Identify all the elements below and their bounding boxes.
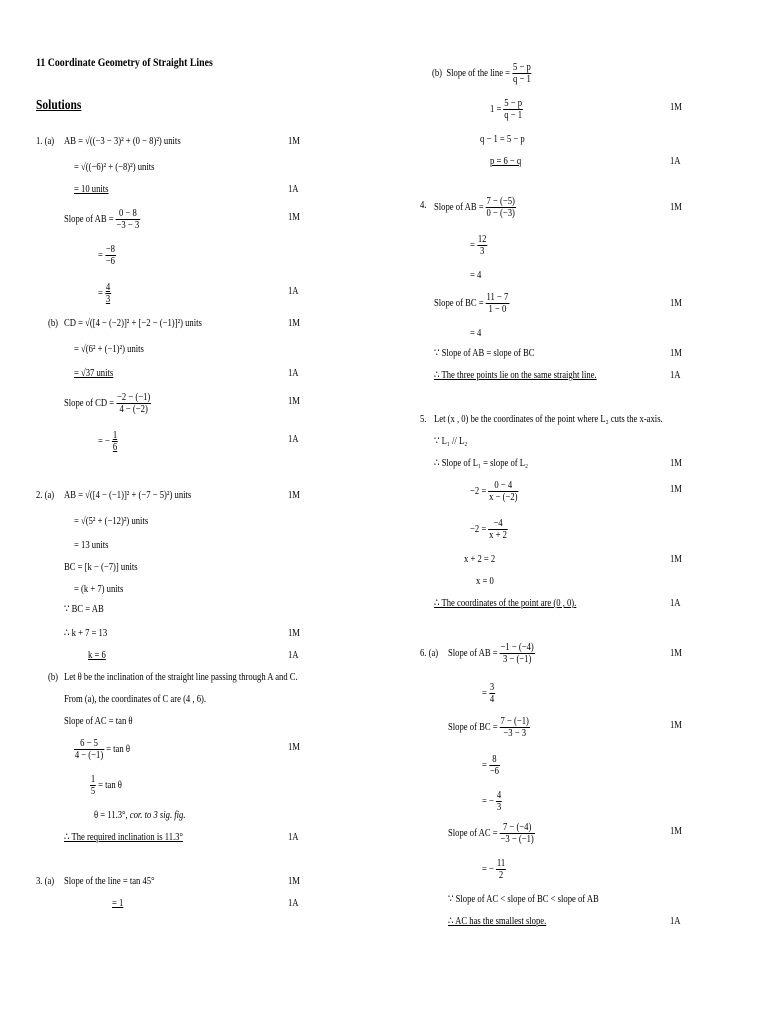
- mark-m: 1M: [670, 202, 682, 213]
- q6-line: ∵ Slope of AC < slope of BC < slope of AB: [448, 894, 599, 905]
- mark-m: 1M: [288, 490, 300, 501]
- q1-line: = √((−6)² + (−8)²) units: [74, 162, 155, 173]
- mark-a: 1A: [288, 368, 299, 379]
- q6-step: = $\frac{3}{4}$: [482, 682, 495, 705]
- mark-m: 1M: [288, 876, 300, 887]
- chapter-title: 11 Coordinate Geometry of Straight Lines: [36, 55, 213, 69]
- q5-step: [470, 480, 518, 503]
- fraction: $\frac{0 - 4}{x - (-2)}$: [489, 480, 518, 503]
- q5-line: ∵ L₁ // L₂: [434, 436, 468, 447]
- q2-line: = (k + 7) units: [74, 584, 124, 595]
- slope-label: Slope of AB =: [448, 647, 498, 659]
- q2-line: k = 6: [88, 650, 106, 661]
- fraction: $\frac{7 - (-1)}{-3 - 3}$: [500, 716, 529, 739]
- q4-slope: [434, 196, 516, 219]
- mark-m: 1M: [288, 396, 300, 407]
- q2-line: = 13 units: [74, 540, 109, 551]
- q3-label: 3. (a): [36, 876, 55, 887]
- q3-line: Slope of the line = tan 45°: [64, 876, 155, 887]
- q3b-line: q − 1 = 5 − p: [480, 134, 525, 145]
- q4-line: ∵ Slope of AB = slope of BC: [434, 348, 535, 359]
- fraction: $\frac{-2 - (-1)}{4 - (-2)}$: [117, 392, 151, 415]
- mark-a: 1A: [288, 650, 299, 661]
- slope-label: Slope of BC =: [434, 297, 484, 309]
- rhs: = tan θ: [106, 743, 130, 755]
- mark-a: 1A: [288, 286, 299, 297]
- q2-line: = √(5² + (−12)²) units: [74, 516, 149, 527]
- slope-label: Slope of AB =: [434, 201, 484, 213]
- q2b-line: From (a), the coordinates of C are (4 , 6).: [64, 694, 207, 705]
- slope-label: Slope of BC =: [448, 721, 498, 733]
- q6-conclusion: ∴ AC has the smallest slope.: [448, 916, 547, 927]
- mark-m: 1M: [670, 826, 682, 837]
- q4-line: = 4: [470, 270, 482, 281]
- q5-step: [470, 518, 508, 541]
- mark-m: 1M: [288, 318, 300, 329]
- mark-m: 1M: [670, 484, 682, 495]
- q2-label: 2. (a): [36, 490, 55, 501]
- mark-m: 1M: [670, 102, 682, 113]
- q5-conclusion: ∴ The coordinates of the point are (0 , 0).: [434, 598, 577, 609]
- q3b-line: [432, 62, 532, 85]
- q2b-step: [90, 774, 122, 797]
- q4-label: 4.: [420, 200, 427, 211]
- q2b-step: [74, 738, 130, 761]
- q1b-slope: [64, 392, 151, 415]
- mark-a: 1A: [288, 898, 299, 909]
- q5-line: Let (x , 0) be the coordinates of the point where L₂ cuts the x-axis.: [434, 414, 663, 425]
- q5-line: ∴ Slope of L₁ = slope of L₂: [434, 458, 529, 469]
- slope-label: Slope of AB =: [64, 213, 114, 225]
- mark-m: 1M: [670, 458, 682, 469]
- q5-line: x + 2 = 2: [464, 554, 496, 565]
- fraction: $\frac{8}{-6}$: [489, 754, 499, 777]
- mark-a: 1A: [288, 184, 299, 195]
- fraction: $\frac{5 - p}{q - 1}$: [513, 62, 531, 85]
- q6-label: 6. (a): [420, 648, 439, 659]
- slope-label: Slope of AC =: [448, 827, 498, 839]
- q4-step: = $\frac{12}{3}$: [470, 234, 487, 257]
- fraction: $\frac{3}{4}$: [489, 682, 495, 705]
- q3-line: = 1: [112, 898, 124, 909]
- q1-line: AB = √((−3 − 3)² + (0 − 8)²) units: [64, 136, 181, 147]
- q1-line: = 10 units: [74, 184, 109, 195]
- theta-value: θ = 11.3°,: [94, 810, 128, 821]
- mark-a: 1A: [670, 598, 681, 609]
- fraction: $\frac{1}{5}$: [90, 774, 96, 797]
- q6-slope: [448, 822, 535, 845]
- fraction: $\frac{11 - 7}{1 - 0}$: [486, 292, 509, 315]
- q6-step: = $\frac{8}{-6}$: [482, 754, 499, 777]
- mark-a: 1A: [670, 156, 681, 167]
- fraction: $\frac{7 - (-5)}{0 - (-3)}$: [486, 196, 515, 219]
- fraction: $\frac{4}{3}$: [105, 282, 111, 305]
- fraction: $\frac{6 - 5}{4 - (-1)}$: [74, 738, 104, 761]
- q2b-line: Slope of AC = tan θ: [64, 716, 133, 727]
- rhs: = tan θ: [98, 779, 122, 791]
- q5-label: 5.: [420, 414, 427, 425]
- q4-slope: [434, 292, 509, 315]
- q6-slope: [448, 716, 530, 739]
- q3b-step: [490, 98, 523, 121]
- q6-step: = − $\frac{4}{3}$: [482, 790, 502, 813]
- q1-slope: [64, 208, 140, 231]
- q1b-line: = √37 units: [74, 368, 114, 379]
- q2b-conclusion: ∴ The required inclination is 11.3°: [64, 832, 183, 843]
- fraction: $\frac{12}{3}$: [477, 234, 487, 257]
- fraction: $\frac{-8}{-6}$: [105, 244, 115, 267]
- mark-m: 1M: [288, 212, 300, 223]
- q2-line: AB = √([4 − (−1)]² + (−7 − 5)²) units: [64, 490, 192, 501]
- q6-step: = − $\frac{11}{2}$: [482, 858, 506, 881]
- mark-m: 1M: [670, 554, 682, 565]
- mark-m: 1M: [670, 298, 682, 309]
- q1-label: 1. (a): [36, 136, 55, 147]
- equation-lhs: 1 =: [490, 103, 502, 115]
- mark-m: 1M: [288, 136, 300, 147]
- q3b-label: (b): [432, 67, 443, 79]
- q1-step: = $\frac{4}{3}$: [98, 282, 111, 305]
- slope-label: Slope of the line =: [446, 67, 511, 79]
- q1b-label: (b): [48, 318, 59, 329]
- slope-label: Slope of CD =: [64, 397, 115, 409]
- q5-line: x = 0: [476, 576, 494, 587]
- q1b-line: = √(6² + (−1)²) units: [74, 344, 144, 355]
- solutions-heading: Solutions: [36, 98, 82, 113]
- mark-m: 1M: [670, 648, 682, 659]
- q1-step: = $\frac{-8}{-6}$: [98, 244, 115, 267]
- precision-note: cor. to 3 sig. fig.: [127, 810, 186, 821]
- fraction: $\frac{7 - (-4)}{-3 - (-1)}$: [500, 822, 534, 845]
- q2-line: BC = [k − (−7)] units: [64, 562, 138, 573]
- fraction: $\frac{4}{3}$: [496, 790, 502, 813]
- mark-m: 1M: [288, 742, 300, 753]
- fraction: $\frac{1}{6}$: [112, 430, 118, 453]
- q1b-line: CD = √([4 − (−2)]² + [−2 − (−1)]²) units: [64, 318, 202, 329]
- fraction: $\frac{-4}{x + 2}$: [489, 518, 507, 541]
- mark-a: 1A: [288, 832, 299, 843]
- q1b-step: = − $\frac{1}{6}$: [98, 430, 118, 453]
- mark-m: 1M: [670, 720, 682, 731]
- q2b-label: (b): [48, 672, 59, 683]
- mark-a: 1A: [288, 434, 299, 445]
- q4-conclusion: ∴ The three points lie on the same straight line.: [434, 370, 597, 381]
- fraction: $\frac{5 - p}{q - 1}$: [504, 98, 523, 121]
- mark-m: 1M: [288, 628, 300, 639]
- equation-lhs: −2 =: [470, 485, 487, 497]
- mark-m: 1M: [670, 348, 682, 359]
- q3b-line: p = 6 − q: [490, 156, 522, 167]
- q2-line: ∴ k + 7 = 13: [64, 628, 108, 639]
- q2b-line: Let θ be the inclination of the straight line passing through A and C.: [64, 672, 298, 683]
- fraction: $\frac{11}{2}$: [496, 858, 506, 881]
- mark-a: 1A: [670, 370, 681, 381]
- mark-a: 1A: [670, 916, 681, 927]
- q4-line: = 4: [470, 328, 482, 339]
- q2b-theta: [94, 810, 186, 822]
- q2-line: ∵ BC = AB: [64, 604, 104, 615]
- q6-slope: [448, 642, 535, 665]
- equation-lhs: −2 =: [470, 523, 487, 535]
- fraction: $\frac{-1 - (-4)}{3 - (-1)}$: [500, 642, 534, 665]
- fraction: $\frac{0 - 8}{-3 - 3}$: [116, 208, 140, 231]
